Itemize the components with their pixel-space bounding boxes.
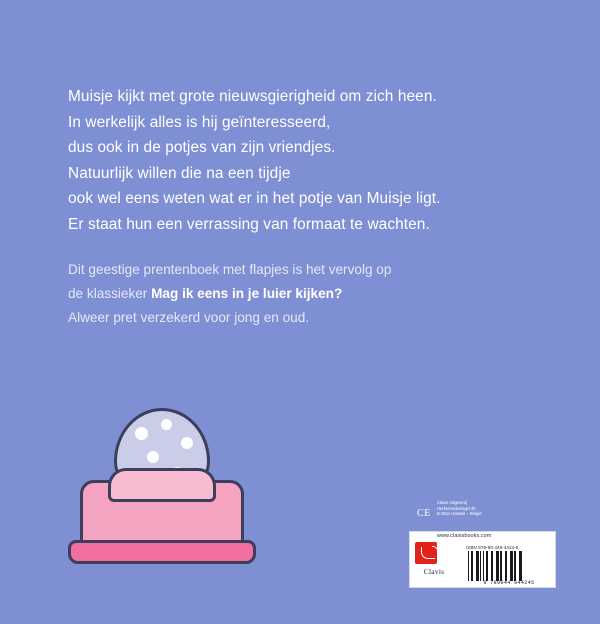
blurb-line: dus ook in de potjes van zijn vriendjes. xyxy=(68,139,336,156)
blurb-line: Muisje kijkt met grote nieuwsgierigheid om zich heen. xyxy=(68,88,437,105)
publisher-website[interactable]: www.clavisbooks.com xyxy=(437,533,492,539)
barcode-number: 9 789044 844245 xyxy=(483,580,535,586)
potty-seat xyxy=(108,468,216,502)
secondary-blurb-line: Dit geestige prentenboek met flapjes is het vervolg op xyxy=(68,262,392,277)
blurb-line: Natuurlijk willen die na een tijdje xyxy=(68,164,291,182)
blurb-line: ook wel eens weten wat er in het potje van Muisje ligt. xyxy=(68,190,441,207)
blurb-paragraph xyxy=(68,84,538,237)
secondary-blurb-line xyxy=(68,282,538,306)
barcode-image xyxy=(468,551,550,581)
secondary-blurb-prefix: de klassieker xyxy=(68,286,152,301)
egg-dot xyxy=(161,419,172,430)
clavis-logo xyxy=(413,542,455,584)
secondary-blurb-paragraph xyxy=(68,258,538,330)
blurb-line: In werkelijk alles is hij geïnteresseerd, xyxy=(68,113,331,131)
ce-mark-icon: CE xyxy=(417,508,431,519)
referenced-book-title: Mag ik eens in je luier kijken? xyxy=(151,286,343,301)
egg-dot xyxy=(135,427,148,440)
isbn-number: ISBN 978-90-448-4424-5 xyxy=(466,545,519,550)
clavis-logo-text: Clavis xyxy=(423,567,445,576)
potty-illustration xyxy=(62,408,262,568)
publisher-line: Herkenrodesingel 4b xyxy=(437,505,476,511)
publisher-line: B-3511 Hasselt – België xyxy=(437,511,482,517)
blurb-line: Er staat hun een verrassing van formaat te wachten. xyxy=(68,215,430,233)
publisher-address xyxy=(437,500,527,517)
logo-square-icon xyxy=(415,542,437,564)
logo-hook-top-icon xyxy=(432,546,438,552)
potty-base xyxy=(68,540,256,564)
egg-dot xyxy=(147,451,159,463)
secondary-blurb-line: Alweer pret verzekerd voor jong en oud. xyxy=(68,310,310,325)
publisher-line: Clavis Uitgeverij xyxy=(437,500,468,505)
egg-dot xyxy=(181,437,193,449)
